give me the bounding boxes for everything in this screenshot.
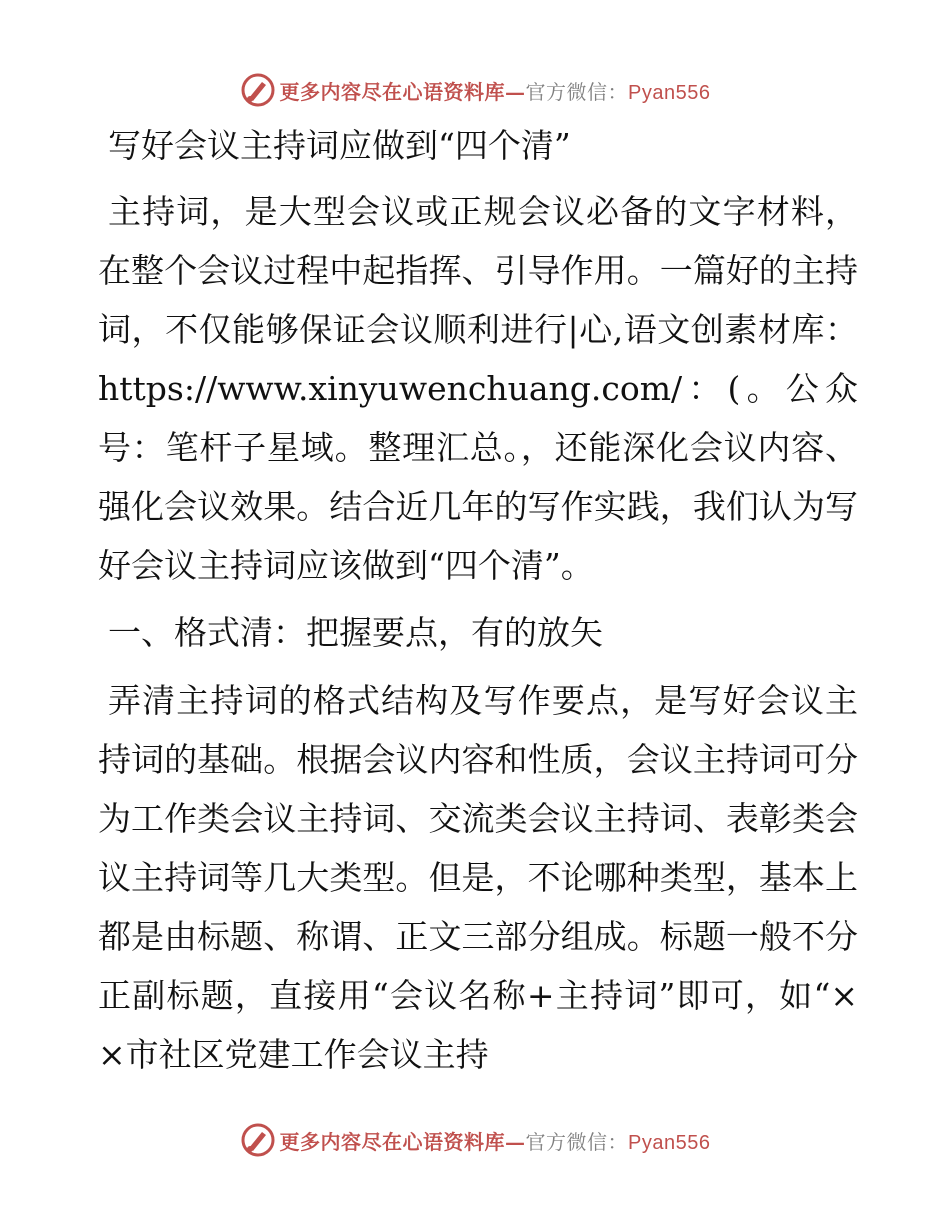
banner-wechat-id: Pyan556 xyxy=(628,1131,711,1154)
pen-seal-icon xyxy=(240,72,276,108)
paragraph-format: 弄清主持词的格式结构及写作要点，是写好会议主持词的基础。根据会议内容和性质，会议主持词可分为工作类会议主持词、交流类会议主持词、表彰类会议主持词等几大类型。但是，不论哪种类型，基本上都是由标题、称谓、正文三部分组成。标题一般不分正副标题，直接用“会议名称+主持词”即可，如“××市社区党建工作会议主持 xyxy=(98,681,858,1074)
pen-seal-icon xyxy=(240,1122,276,1158)
banner-text xyxy=(280,1126,711,1155)
document-body xyxy=(98,122,858,1084)
banner-text xyxy=(280,76,711,105)
section-heading-1: 一、格式清：把握要点，有的放矢 xyxy=(108,613,603,652)
banner-wechat-label: 官方微信： xyxy=(525,79,629,104)
banner-separator: — xyxy=(505,1129,526,1154)
banner-wechat-label: 官方微信： xyxy=(525,1129,629,1154)
banner-slogan: 更多内容尽在心语资料库 xyxy=(279,1129,506,1154)
header-banner xyxy=(0,72,950,108)
footer-banner xyxy=(0,1122,950,1158)
banner-slogan: 更多内容尽在心语资料库 xyxy=(279,79,506,104)
paragraph-intro: 主持词，是大型会议或正规会议必备的文字材料，在整个会议过程中起指挥、引导作用。一篇好的主持词，不仅能够保证会议顺利进行|心,语文创素材库：https://www.xinyuwenchuang.com/：(。公众号：笔杆子星域。整理汇总。，还能深化会议内容、强化会议效果。结合近几年的写作实践，我们认为写好会议主持词应该做到“四个清”。 xyxy=(98,192,858,585)
document-title: 写好会议主持词应做到“四个清” xyxy=(108,126,571,165)
banner-wechat-id: Pyan556 xyxy=(628,81,711,104)
banner-separator: — xyxy=(505,79,526,104)
